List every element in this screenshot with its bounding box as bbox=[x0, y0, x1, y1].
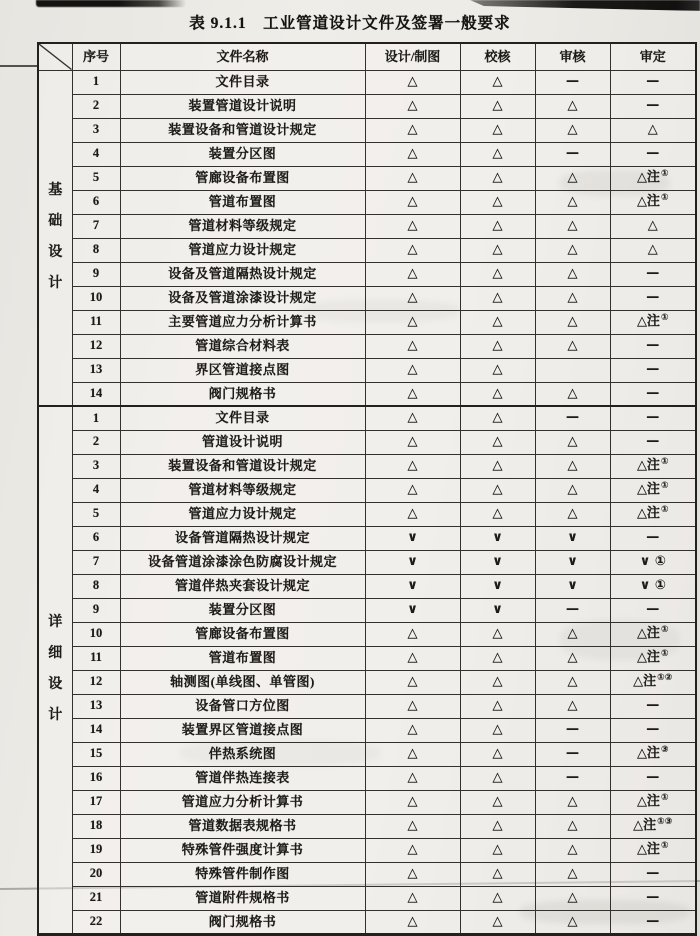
approval-mark: — bbox=[610, 718, 696, 742]
table-row bbox=[38, 526, 696, 550]
approval-mark: △注① bbox=[610, 838, 696, 862]
check-mark: △ bbox=[460, 70, 535, 94]
section-label-1: 详 细 设 计 bbox=[38, 406, 72, 934]
table-row bbox=[38, 910, 696, 934]
table-row bbox=[38, 886, 696, 910]
design-drafting-mark: △ bbox=[365, 118, 460, 142]
document-name: 管道附件规格书 bbox=[120, 886, 365, 910]
approval-mark: — bbox=[610, 262, 696, 286]
design-drafting-mark: ∨ bbox=[365, 526, 460, 550]
document-name: 管道伴热夹套设计规定 bbox=[120, 574, 365, 598]
approval-mark: △注① bbox=[610, 646, 696, 670]
table-row bbox=[38, 478, 696, 502]
section-label-0: 基 础 设 计 bbox=[38, 70, 72, 406]
row-number: 16 bbox=[72, 766, 120, 790]
table-row bbox=[38, 502, 696, 526]
approval-mark: △注① bbox=[610, 622, 696, 646]
design-drafting-mark: △ bbox=[365, 886, 460, 910]
check-mark: △ bbox=[460, 310, 535, 334]
row-number: 10 bbox=[72, 286, 120, 310]
review-mark: — bbox=[535, 406, 610, 430]
approval-mark: — bbox=[610, 406, 696, 430]
design-drafting-mark: △ bbox=[365, 622, 460, 646]
row-number: 18 bbox=[72, 814, 120, 838]
check-mark: △ bbox=[460, 238, 535, 262]
approval-mark: △ bbox=[610, 214, 696, 238]
table-row bbox=[38, 406, 696, 430]
design-drafting-mark: △ bbox=[365, 814, 460, 838]
check-mark: △ bbox=[460, 646, 535, 670]
approval-mark: △注① bbox=[610, 790, 696, 814]
document-name: 设备及管道涂漆设计规定 bbox=[120, 286, 365, 310]
document-name: 管道材料等级规定 bbox=[120, 478, 365, 502]
table-row bbox=[38, 814, 696, 838]
row-number: 15 bbox=[72, 742, 120, 766]
design-drafting-mark: △ bbox=[365, 742, 460, 766]
row-number: 13 bbox=[72, 694, 120, 718]
check-mark: △ bbox=[460, 886, 535, 910]
approval-mark: △注① bbox=[610, 454, 696, 478]
design-drafting-mark: ∨ bbox=[365, 574, 460, 598]
row-number: 17 bbox=[72, 790, 120, 814]
scan-artifact-top-right bbox=[470, 0, 700, 11]
document-name: 管道应力设计规定 bbox=[120, 502, 365, 526]
review-mark: △ bbox=[535, 622, 610, 646]
check-mark: △ bbox=[460, 862, 535, 886]
design-drafting-mark: △ bbox=[365, 238, 460, 262]
design-drafting-mark: △ bbox=[365, 70, 460, 94]
column-header-6: 审定 bbox=[610, 43, 696, 70]
design-drafting-mark: △ bbox=[365, 166, 460, 190]
review-mark: △ bbox=[535, 862, 610, 886]
row-number: 5 bbox=[72, 166, 120, 190]
column-header-5: 审核 bbox=[535, 43, 610, 70]
approval-mark: — bbox=[610, 694, 696, 718]
design-drafting-mark: △ bbox=[365, 478, 460, 502]
check-mark: △ bbox=[460, 670, 535, 694]
design-drafting-mark: △ bbox=[365, 790, 460, 814]
row-number: 3 bbox=[72, 118, 120, 142]
row-number: 8 bbox=[72, 574, 120, 598]
table-row bbox=[38, 790, 696, 814]
design-drafting-mark: △ bbox=[365, 310, 460, 334]
document-name: 管廊设备布置图 bbox=[120, 166, 365, 190]
corner-diagonal-cell bbox=[38, 43, 72, 70]
review-mark: △ bbox=[535, 478, 610, 502]
document-name: 设备及管道隔热设计规定 bbox=[120, 262, 365, 286]
review-mark: △ bbox=[535, 94, 610, 118]
check-mark: △ bbox=[460, 382, 535, 406]
scan-artifact-top-left bbox=[36, 0, 186, 7]
check-mark: △ bbox=[460, 358, 535, 382]
design-drafting-mark: △ bbox=[365, 454, 460, 478]
row-number: 14 bbox=[72, 382, 120, 406]
review-mark: — bbox=[535, 70, 610, 94]
check-mark: △ bbox=[460, 502, 535, 526]
check-mark: △ bbox=[460, 622, 535, 646]
document-name: 文件目录 bbox=[120, 406, 365, 430]
document-name: 管道伴热连接表 bbox=[120, 766, 365, 790]
check-mark: △ bbox=[460, 406, 535, 430]
approval-mark: — bbox=[610, 862, 696, 886]
row-number: 1 bbox=[72, 70, 120, 94]
review-mark: △ bbox=[535, 886, 610, 910]
check-mark: △ bbox=[460, 694, 535, 718]
diagonal-line bbox=[39, 44, 72, 70]
table-row bbox=[38, 838, 696, 862]
table-row bbox=[38, 358, 696, 382]
design-drafting-mark: △ bbox=[365, 382, 460, 406]
table-row bbox=[38, 622, 696, 646]
approval-mark: △注①③ bbox=[610, 814, 696, 838]
table-row bbox=[38, 862, 696, 886]
review-mark: △ bbox=[535, 502, 610, 526]
document-name: 装置分区图 bbox=[120, 142, 365, 166]
design-drafting-mark: △ bbox=[365, 94, 460, 118]
design-drafting-mark: △ bbox=[365, 862, 460, 886]
review-mark: — bbox=[535, 598, 610, 622]
design-drafting-mark: ∨ bbox=[365, 598, 460, 622]
check-mark: △ bbox=[460, 742, 535, 766]
table-row bbox=[38, 382, 696, 406]
design-drafting-mark: △ bbox=[365, 142, 460, 166]
review-mark: △ bbox=[535, 910, 610, 934]
check-mark: △ bbox=[460, 214, 535, 238]
table-row bbox=[38, 214, 696, 238]
table-body bbox=[38, 70, 696, 934]
signoff-table bbox=[37, 42, 697, 936]
design-drafting-mark: △ bbox=[365, 838, 460, 862]
approval-mark: — bbox=[610, 334, 696, 358]
review-mark bbox=[535, 358, 610, 382]
check-mark: △ bbox=[460, 262, 535, 286]
column-header-2: 文件名称 bbox=[120, 43, 365, 70]
approval-mark: — bbox=[610, 598, 696, 622]
document-name: 界区管道接点图 bbox=[120, 358, 365, 382]
approval-mark: — bbox=[610, 430, 696, 454]
row-number: 12 bbox=[72, 670, 120, 694]
document-name: 管道应力分析计算书 bbox=[120, 790, 365, 814]
approval-mark: — bbox=[610, 886, 696, 910]
check-mark: △ bbox=[460, 766, 535, 790]
review-mark: ∨ bbox=[535, 574, 610, 598]
table-row bbox=[38, 550, 696, 574]
row-number: 11 bbox=[72, 646, 120, 670]
check-mark: △ bbox=[460, 142, 535, 166]
check-mark: △ bbox=[460, 814, 535, 838]
row-number: 5 bbox=[72, 502, 120, 526]
check-mark: △ bbox=[460, 478, 535, 502]
row-number: 12 bbox=[72, 334, 120, 358]
design-drafting-mark: △ bbox=[365, 286, 460, 310]
check-mark: ∨ bbox=[460, 526, 535, 550]
review-mark: △ bbox=[535, 694, 610, 718]
table-row bbox=[38, 646, 696, 670]
approval-mark: — bbox=[610, 358, 696, 382]
design-drafting-mark: △ bbox=[365, 646, 460, 670]
review-mark: — bbox=[535, 718, 610, 742]
document-name: 管道材料等级规定 bbox=[120, 214, 365, 238]
check-mark: △ bbox=[460, 430, 535, 454]
design-drafting-mark: ∨ bbox=[365, 550, 460, 574]
design-drafting-mark: △ bbox=[365, 406, 460, 430]
row-number: 20 bbox=[72, 862, 120, 886]
document-name: 装置分区图 bbox=[120, 598, 365, 622]
row-number: 3 bbox=[72, 454, 120, 478]
row-number: 7 bbox=[72, 550, 120, 574]
table-row bbox=[38, 334, 696, 358]
review-mark: — bbox=[535, 766, 610, 790]
design-drafting-mark: △ bbox=[365, 190, 460, 214]
approval-mark: △注① bbox=[610, 478, 696, 502]
approval-mark: △注③ bbox=[610, 742, 696, 766]
review-mark: △ bbox=[535, 646, 610, 670]
document-name: 装置设备和管道设计规定 bbox=[120, 454, 365, 478]
check-mark: △ bbox=[460, 718, 535, 742]
approval-mark: △注① bbox=[610, 166, 696, 190]
design-drafting-mark: △ bbox=[365, 502, 460, 526]
review-mark: △ bbox=[535, 286, 610, 310]
table-row bbox=[38, 70, 696, 94]
table-row bbox=[38, 718, 696, 742]
table-row bbox=[38, 94, 696, 118]
document-name: 主要管道应力分析计算书 bbox=[120, 310, 365, 334]
row-number: 2 bbox=[72, 94, 120, 118]
table-row bbox=[38, 694, 696, 718]
scan-artifact-stray-line bbox=[0, 65, 37, 67]
approval-mark: — bbox=[610, 70, 696, 94]
row-number: 6 bbox=[72, 526, 120, 550]
table-row bbox=[38, 190, 696, 214]
check-mark: △ bbox=[460, 94, 535, 118]
design-drafting-mark: △ bbox=[365, 718, 460, 742]
document-name: 伴热系统图 bbox=[120, 742, 365, 766]
design-drafting-mark: △ bbox=[365, 910, 460, 934]
review-mark: △ bbox=[535, 430, 610, 454]
review-mark: △ bbox=[535, 166, 610, 190]
document-name: 阀门规格书 bbox=[120, 382, 365, 406]
table-title: 表 9.1.1 工业管道设计文件及签署一般要求 bbox=[189, 15, 511, 32]
design-drafting-mark: △ bbox=[365, 430, 460, 454]
approval-mark: — bbox=[610, 910, 696, 934]
review-mark: △ bbox=[535, 814, 610, 838]
row-number: 22 bbox=[72, 910, 120, 934]
row-number: 11 bbox=[72, 310, 120, 334]
approval-mark: — bbox=[610, 526, 696, 550]
document-name: 管道布置图 bbox=[120, 190, 365, 214]
review-mark: △ bbox=[535, 670, 610, 694]
design-drafting-mark: △ bbox=[365, 670, 460, 694]
document-name: 装置管道设计说明 bbox=[120, 94, 365, 118]
table-row bbox=[38, 262, 696, 286]
review-mark: ∨ bbox=[535, 550, 610, 574]
review-mark: △ bbox=[535, 118, 610, 142]
row-number: 4 bbox=[72, 142, 120, 166]
document-name: 管道布置图 bbox=[120, 646, 365, 670]
review-mark: — bbox=[535, 742, 610, 766]
approval-mark: ∨ ① bbox=[610, 550, 696, 574]
document-name: 设备管道涂漆涂色防腐设计规定 bbox=[120, 550, 365, 574]
design-drafting-mark: △ bbox=[365, 214, 460, 238]
check-mark: △ bbox=[460, 118, 535, 142]
review-mark: △ bbox=[535, 382, 610, 406]
table-row bbox=[38, 310, 696, 334]
row-number: 13 bbox=[72, 358, 120, 382]
column-header-4: 校核 bbox=[460, 43, 535, 70]
check-mark: △ bbox=[460, 286, 535, 310]
review-mark: △ bbox=[535, 310, 610, 334]
table-row bbox=[38, 286, 696, 310]
document-name: 文件目录 bbox=[120, 70, 365, 94]
approval-mark: — bbox=[610, 766, 696, 790]
approval-mark: △注① bbox=[610, 190, 696, 214]
row-number: 7 bbox=[72, 214, 120, 238]
table-row bbox=[38, 670, 696, 694]
table-row bbox=[38, 142, 696, 166]
row-number: 2 bbox=[72, 430, 120, 454]
review-mark: △ bbox=[535, 262, 610, 286]
review-mark: ∨ bbox=[535, 526, 610, 550]
approval-mark: ∨ ① bbox=[610, 574, 696, 598]
document-name: 管道综合材料表 bbox=[120, 334, 365, 358]
table-row bbox=[38, 430, 696, 454]
design-drafting-mark: △ bbox=[365, 262, 460, 286]
document-name: 装置界区管道接点图 bbox=[120, 718, 365, 742]
table-row bbox=[38, 166, 696, 190]
document-name: 轴测图(单线图、单管图) bbox=[120, 670, 365, 694]
document-name: 阀门规格书 bbox=[120, 910, 365, 934]
review-mark: △ bbox=[535, 190, 610, 214]
table-row bbox=[38, 742, 696, 766]
check-mark: △ bbox=[460, 838, 535, 862]
approval-mark: — bbox=[610, 382, 696, 406]
check-mark: △ bbox=[460, 190, 535, 214]
document-name: 管廊设备布置图 bbox=[120, 622, 365, 646]
check-mark: △ bbox=[460, 910, 535, 934]
approval-mark: — bbox=[610, 94, 696, 118]
column-header-3: 设计/制图 bbox=[365, 43, 460, 70]
table-row bbox=[38, 598, 696, 622]
check-mark: ∨ bbox=[460, 550, 535, 574]
review-mark: △ bbox=[535, 790, 610, 814]
table-row bbox=[38, 766, 696, 790]
approval-mark: △ bbox=[610, 238, 696, 262]
check-mark: ∨ bbox=[460, 598, 535, 622]
document-name: 设备管口方位图 bbox=[120, 694, 365, 718]
approval-mark: △ bbox=[610, 118, 696, 142]
design-drafting-mark: △ bbox=[365, 694, 460, 718]
row-number: 19 bbox=[72, 838, 120, 862]
table-row bbox=[38, 118, 696, 142]
check-mark: △ bbox=[460, 790, 535, 814]
approval-mark: △注① bbox=[610, 502, 696, 526]
review-mark: △ bbox=[535, 838, 610, 862]
review-mark: — bbox=[535, 142, 610, 166]
table-header bbox=[38, 43, 696, 70]
document-name: 设备管道隔热设计规定 bbox=[120, 526, 365, 550]
approval-mark: △注① bbox=[610, 310, 696, 334]
approval-mark: △注①② bbox=[610, 670, 696, 694]
check-mark: △ bbox=[460, 334, 535, 358]
check-mark: △ bbox=[460, 454, 535, 478]
row-number: 9 bbox=[72, 598, 120, 622]
design-drafting-mark: △ bbox=[365, 334, 460, 358]
row-number: 9 bbox=[72, 262, 120, 286]
review-mark: △ bbox=[535, 334, 610, 358]
document-name: 装置设备和管道设计规定 bbox=[120, 118, 365, 142]
table-row bbox=[38, 574, 696, 598]
approval-mark: — bbox=[610, 286, 696, 310]
document-name: 管道设计说明 bbox=[120, 430, 365, 454]
document-name: 管道数据表规格书 bbox=[120, 814, 365, 838]
review-mark: △ bbox=[535, 238, 610, 262]
design-drafting-mark: △ bbox=[365, 766, 460, 790]
row-number: 8 bbox=[72, 238, 120, 262]
row-number: 4 bbox=[72, 478, 120, 502]
row-number: 10 bbox=[72, 622, 120, 646]
document-name: 管道应力设计规定 bbox=[120, 238, 365, 262]
column-header-1: 序号 bbox=[72, 43, 120, 70]
document-name: 特殊管件制作图 bbox=[120, 862, 365, 886]
review-mark: △ bbox=[535, 214, 610, 238]
row-number: 1 bbox=[72, 406, 120, 430]
row-number: 21 bbox=[72, 886, 120, 910]
row-number: 6 bbox=[72, 190, 120, 214]
table-row bbox=[38, 238, 696, 262]
document-name: 特殊管件强度计算书 bbox=[120, 838, 365, 862]
design-drafting-mark: △ bbox=[365, 358, 460, 382]
check-mark: ∨ bbox=[460, 574, 535, 598]
row-number: 14 bbox=[72, 718, 120, 742]
table-row bbox=[38, 454, 696, 478]
approval-mark: — bbox=[610, 142, 696, 166]
check-mark: △ bbox=[460, 166, 535, 190]
review-mark: △ bbox=[535, 454, 610, 478]
